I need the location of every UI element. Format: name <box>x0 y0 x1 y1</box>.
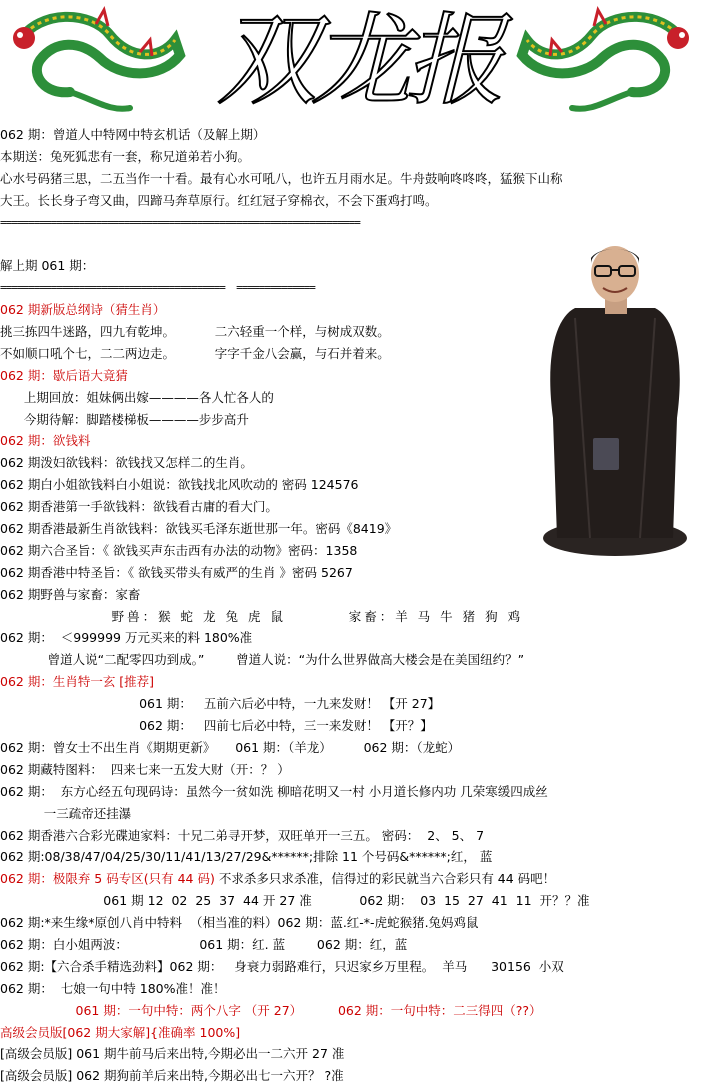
line-text: 本期送：兔死狐悲有一套，称兄道弟若小狗。 <box>0 148 251 164</box>
text-line <box>0 671 702 693</box>
text-line <box>0 1065 702 1087</box>
line-text: 不如顺口吼个七，二二两边走。 字字千金八会赢，与石并着来。 <box>0 345 390 361</box>
text-line <box>0 627 702 649</box>
line-text: 062 期新版总纲诗（猜生肖） <box>0 302 166 318</box>
line-text: 062 期六合圣旨：《 欲钱买声东击西有办法的动物》密码：1358 <box>0 542 358 558</box>
text-line <box>0 868 702 890</box>
separator-line <box>0 212 702 234</box>
line-text: 062 期：极限弃 5 码专区(只有 44 码) <box>0 871 215 887</box>
text-line <box>0 890 702 912</box>
left-dragon-icon <box>13 10 180 109</box>
line-text: 062 期:08/38/47/04/25/30/11/41/13/27/29&******;排除 11 个号码&******;红， 蓝 <box>0 849 493 865</box>
line-text: 062 期:【六合杀手精选劲料】062 期： 身衰力弱路难行，只迟家乡万里程。 羊马 30156 小双 <box>0 958 564 974</box>
masthead-banner <box>0 0 702 124</box>
line-text: 062 期： 四前七后必中特，三一来发财！ 【开？】 <box>0 718 433 734</box>
text-line <box>0 693 702 715</box>
line-text: 一三疏帝还挂瀑 <box>0 805 132 821</box>
line-text: 062 期香港第一手欲钱料：欲钱看古庸的看大门。 <box>0 499 278 515</box>
line-text: 061 期 12 02 25 37 44 开 27 准 062 期： 03 15 27 41 11 开？？准 <box>0 893 590 909</box>
text-line <box>0 846 702 868</box>
line-text: 062 期：曾女士不出生肖《期期更新》 061 期：（羊龙） 062 期：（龙蛇） <box>0 739 461 755</box>
line-text: 062 期野兽与家畜：家畜 <box>0 586 141 602</box>
text-line <box>0 978 702 1000</box>
text-line <box>0 562 702 584</box>
line-text: 061 期： 五前六后必中特，一九来发财！ 【开 27】 <box>0 696 441 712</box>
line-text: ================================================================ <box>0 215 360 229</box>
line-text: 上期回放：姐妹俩出嫁————各人忙各人的 <box>0 389 274 405</box>
text-line <box>0 584 702 606</box>
line-text: 062 期： 东方心经五句现码诗：虽然今一贫如洗 柳暗花明又一村 小月道长修内功 几荣寒缓四成丝 <box>0 783 548 799</box>
line-text: 062 期：白小姐两波： 061 期：红. 蓝 062 期：红，蓝 <box>0 936 408 952</box>
line-text-rest: 不求杀多只求杀准，信得过的彩民就当六合彩只有 44 码吧！ <box>214 871 556 887</box>
line-text: 062 期： 七娘一句中特 180%准！准！ <box>0 980 226 996</box>
line-text: 062 期藏特图料： 四来七来一五发大财（开：？ ） <box>0 761 290 777</box>
right-dragon-icon <box>522 10 689 109</box>
line-text: 曾道人说“二配零四功到成。” 曾道人说：“为什么世界做高大楼会是在美国纽约？” <box>0 652 525 668</box>
line-text: 062 期：曾道人中特网中特玄机话（及解上期） <box>0 127 266 142</box>
line-text: [高级会员版] 061 期牛前马后来出特,今期必出一二六开 27 准 <box>0 1046 345 1062</box>
line-text: 挑三拣四牛迷路，四九有乾坤。 二六轻重一个样，与树成双数。 <box>0 324 390 340</box>
text-line <box>0 934 702 956</box>
line-text: 061 期：一句中特：两个八字 （开 27） 062 期：一句中特：二三得四（??） <box>0 1002 542 1018</box>
line-text: 062 期香港中特圣旨：《 欲钱买带头有威严的生肖 》密码 5267 <box>0 564 353 580</box>
portrait-image <box>535 238 695 560</box>
text-line <box>0 124 702 146</box>
line-text: 今期待解：脚踏楼梯板————步步高升 <box>0 411 249 427</box>
text-line <box>0 759 702 781</box>
text-line <box>0 715 702 737</box>
line-text: 062 期:*来生缘*原创八肖中特料 （相当准的料）062 期：蓝.红-*-虎蛇猴猪.兔妈鸡鼠 <box>0 915 479 931</box>
line-text: 062 期：生肖特一玄 [推荐] <box>0 674 155 690</box>
line-text: 062 期：歇后语大竟猜 <box>0 367 128 383</box>
text-line <box>0 1000 702 1022</box>
text-line <box>0 1043 702 1065</box>
line-text: 062 期香港六合彩光碟迪家料：十兄二弟寻开梦，双旺单开一三五。 密码： 2、 5、 7 <box>0 827 485 843</box>
line-text: [高级会员版] 062 期狗前羊后来出特,今期必出七一六开？ ?准 <box>0 1068 344 1084</box>
text-line <box>0 649 702 671</box>
text-line <box>0 956 702 978</box>
text-line <box>0 825 702 847</box>
line-text: ======================================== ============== <box>0 281 315 295</box>
line-text: 心水号码猪三思，二五当作一十看。最有心水可吼八，也许五月雨水足。牛舟鼓响咚咚咚，猛猴下山称 <box>0 170 563 186</box>
line-text: 062 期：欲钱料 <box>0 433 91 449</box>
page-title: 双龙报 <box>217 2 499 119</box>
text-line <box>0 606 702 628</box>
text-line <box>0 781 702 803</box>
line-text: 062 期泼妇欲钱料：欲钱找又怎样二的生肖。 <box>0 455 253 471</box>
line-text: 野兽：猴 蛇 龙 兔 虎 鼠 家畜：羊 马 牛 猪 狗 鸡 <box>0 608 524 624</box>
text-line <box>0 737 702 759</box>
text-line <box>0 168 702 190</box>
line-text: 062 期香港最新生肖欲钱料：欲钱买毛泽东逝世那一年。密码《8419》 <box>0 521 398 537</box>
text-line <box>0 190 702 212</box>
text-line <box>0 912 702 934</box>
text-line <box>0 146 702 168</box>
line-text: 大王。长长身子弯又曲，四蹄马奔草原行。红红冠子穿棉衣，不会下蛋鸡打鸣。 <box>0 192 438 208</box>
line-text: 高级会员版[062 期大家解]{准确率 100%] <box>0 1024 241 1040</box>
line-text: 解上期 061 期： <box>0 258 95 274</box>
text-line <box>0 1022 702 1044</box>
text-line <box>0 803 702 825</box>
line-text: 062 期： ＜999999 万元买来的料 180%准 <box>0 630 253 646</box>
line-text: 062 期白小姐欲钱料白小姐说：欲钱找北风吹动的 密码 124576 <box>0 477 359 493</box>
